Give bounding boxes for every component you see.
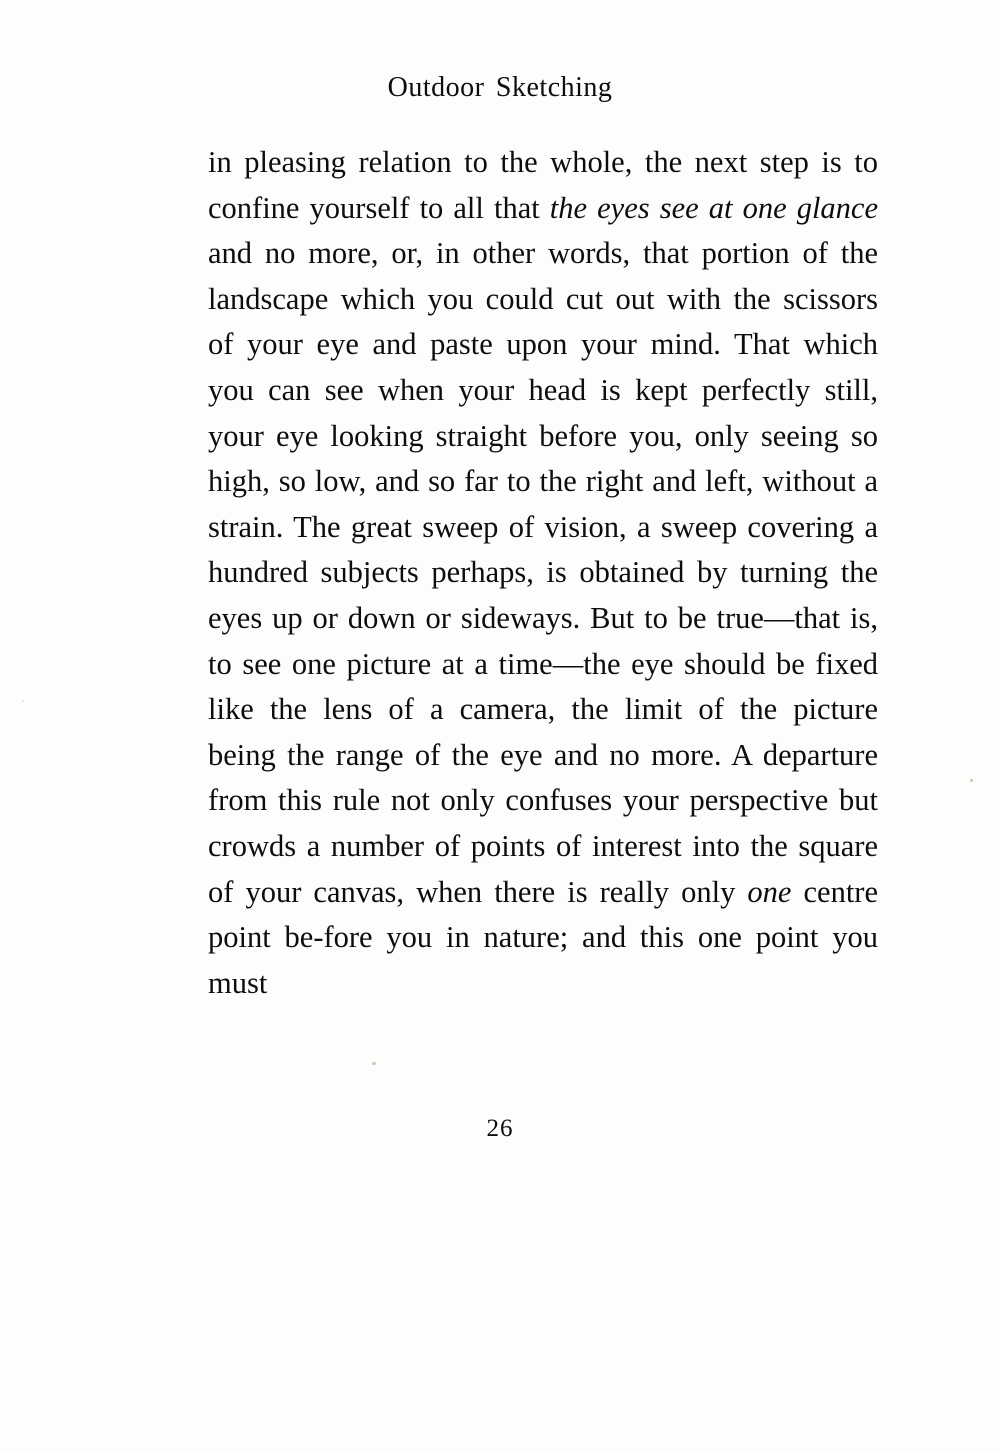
text-run: centre point be-fore you in nature; and this one point you must [208, 874, 879, 1000]
scan-speck-icon [970, 779, 973, 782]
text-run: in pleasing relation to the whole, the next step is to confine yourself to all that [208, 145, 878, 225]
page-number: 26 [486, 1115, 514, 1142]
scan-speck-icon [22, 700, 24, 702]
paragraph [208, 140, 878, 1006]
scan-speck-icon [372, 1062, 376, 1065]
text-run: and no more, or, in other words, that portion of the landscape which you could cut out with the scissors of your eye and paste upon your mind. That which you can see when your head is kept perfectly still, your eye looking straight before you, only seeing so high, so low, and so far to the right and left, without a strain. The great sweep of vision, a sweep covering a hundred subjects perhaps, is obtained by turning the eyes up or down or sideways. But to be true—that is, to see one picture at a time—the eye should be fixed like the lens of a camera, the limit of the picture being the range of the eye and no more. A departure from this rule not only confuses your perspective but crowds a number of points of interest into the square of your canvas, when there is really only [208, 236, 878, 909]
running-head: Outdoor Sketching [387, 72, 613, 103]
body-text-block [208, 140, 878, 1006]
emphasis-run: the eyes see at one glance [549, 190, 878, 225]
emphasis-run: one [747, 874, 792, 909]
